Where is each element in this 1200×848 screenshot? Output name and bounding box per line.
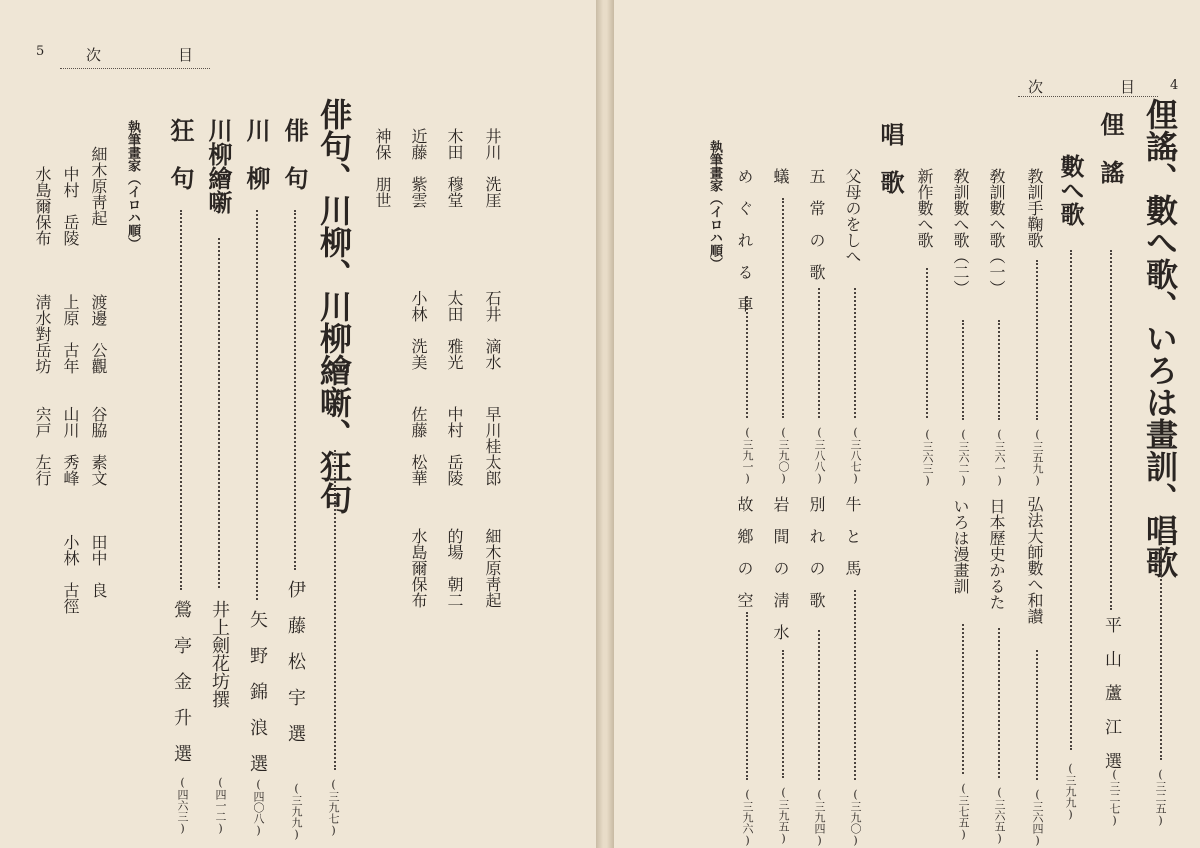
entry-title: 弘法大師數へ和讃	[1025, 496, 1044, 624]
selector: 伊 藤 松 宇 選	[285, 580, 306, 742]
leader-dots	[334, 450, 336, 770]
page-ref: (三九七)	[327, 778, 340, 837]
page-ref: (三九〇)	[849, 788, 862, 847]
page-ref: (三九九)	[1064, 762, 1077, 821]
leader-dots	[1070, 250, 1072, 750]
leader-dots	[1036, 260, 1038, 420]
selector: 矢 野 錦 浪 選	[247, 610, 268, 772]
page-ref: (四一二)	[214, 776, 227, 835]
entry-title: 五 常 の 歌	[807, 168, 826, 280]
selector: 鶯 亭 金 升 選	[171, 600, 192, 762]
page-ref: (四〇八)	[252, 778, 265, 837]
leader-dots	[180, 210, 182, 590]
contributor: 井川 洗厓	[483, 128, 502, 208]
page-ref: (三六二)	[957, 428, 970, 487]
leader-dots	[818, 288, 820, 418]
illustrator: 上原 古年	[61, 294, 80, 374]
leader-dots	[962, 320, 964, 420]
contributor: 早川桂太郎	[483, 406, 502, 486]
illustrator: 細木原靑起	[89, 146, 108, 226]
illustrator: 渡邊 公觀	[89, 294, 108, 374]
section-title: 俳句、川柳、川柳繪噺、狂句	[315, 98, 353, 514]
section-label: 數へ歌	[1056, 154, 1085, 226]
page-ref: (三九一)	[741, 426, 754, 485]
section-label: 俚 謠	[1096, 112, 1125, 184]
entry-title: 牛 と 馬	[843, 496, 862, 576]
header-rule	[1018, 96, 1158, 97]
contributor: 石井 滴水	[483, 290, 502, 370]
entry-title: 敎訓數へ歌（二）	[951, 168, 970, 296]
entry-title: め ぐ れ る 車	[735, 168, 754, 312]
section-label: 狂 句	[166, 118, 195, 190]
entry-title: 父母のをしへ	[843, 168, 862, 264]
page-ref: (三九九)	[290, 782, 303, 841]
running-head-char: 目	[178, 46, 195, 64]
entry-title: 敎訓數へ歌（一）	[987, 168, 1006, 296]
running-head-char: 次	[1028, 78, 1045, 96]
illustrator: 山川 秀峰	[61, 406, 80, 486]
leader-dots	[746, 612, 748, 780]
page-ref: (三六五)	[993, 786, 1006, 845]
illustrators-heading: 執筆畫家（イロハ順）	[125, 120, 140, 250]
illustrator: 宍戸 左行	[33, 406, 52, 486]
leader-dots	[998, 628, 1000, 778]
page-ref: (三九六)	[741, 788, 754, 847]
contributor: 近藤 紫雲	[409, 128, 428, 208]
page-ref: (三九〇)	[777, 426, 790, 485]
leader-dots	[218, 238, 220, 588]
contributor: 水島爾保布	[409, 528, 428, 608]
leader-dots	[1160, 540, 1162, 760]
leader-dots	[962, 624, 964, 774]
page-ref: (三二七)	[1108, 768, 1121, 827]
illustrator: 淸水對岳坊	[33, 294, 52, 374]
running-head-char: 次	[86, 46, 103, 64]
entry-title: いろは漫畫訓	[951, 498, 970, 594]
selector: 平 山 蘆 江 選	[1101, 616, 1121, 769]
leader-dots	[256, 210, 258, 600]
leader-dots	[746, 296, 748, 418]
section-title: 俚謠、數へ歌、いろは畫訓、唱歌	[1141, 98, 1179, 578]
selector: 井上劍花坊撰	[209, 600, 230, 708]
illustrator: 谷脇 素文	[89, 406, 108, 486]
leader-dots	[854, 288, 856, 418]
leader-dots	[854, 590, 856, 780]
illustrator: 小林 古徑	[61, 534, 80, 614]
entry-title: 別 れ の 歌	[807, 496, 826, 608]
entry-title: 日本歷史かるた	[987, 498, 1006, 610]
leader-dots	[1110, 250, 1112, 610]
contributor: 細木原靑起	[483, 528, 502, 608]
leader-dots	[1036, 650, 1038, 780]
page-ref: (三六三)	[921, 428, 934, 487]
contributor: 神保 朋世	[373, 128, 392, 208]
contributor: 太田 雅光	[445, 290, 464, 370]
page-ref: (三五九)	[1031, 428, 1044, 487]
leader-dots	[782, 198, 784, 418]
illustrator: 中村 岳陵	[61, 166, 80, 246]
page-ref: (四六三)	[176, 776, 189, 835]
page-ref: (三七五)	[957, 782, 970, 841]
page-number: 4	[1170, 78, 1179, 93]
entry-title: 新作數へ歌	[915, 168, 934, 248]
page-number: 5	[36, 44, 45, 59]
illustrator: 田中 良	[89, 534, 108, 598]
leader-dots	[998, 320, 1000, 420]
entry-title: 故 鄕 の 空	[735, 496, 754, 608]
left-page	[0, 0, 596, 848]
contributor: 中村 岳陵	[445, 406, 464, 486]
entry-title: 蟻	[771, 168, 790, 184]
page-ref: (三六四)	[1031, 788, 1044, 847]
running-head-char: 目	[1120, 78, 1137, 96]
page-ref: (三二五)	[1154, 768, 1167, 827]
leader-dots	[782, 650, 784, 778]
page-ref: (三六一)	[993, 428, 1006, 487]
leader-dots	[818, 630, 820, 780]
page-ref: (三九四)	[813, 788, 826, 847]
section-label: 川柳繪噺	[204, 118, 233, 214]
page-ref: (三八七)	[849, 426, 862, 485]
leader-dots	[926, 268, 928, 418]
section-label: 俳 句	[280, 118, 309, 190]
contributor: 的場 朝二	[445, 528, 464, 608]
entry-title: 教訓手鞠歌	[1025, 168, 1044, 248]
leader-dots	[294, 210, 296, 570]
book-gutter	[596, 0, 614, 848]
right-page	[614, 0, 1200, 848]
contributor: 小林 洗美	[409, 290, 428, 370]
entry-title: 岩 間 の 淸 水	[771, 496, 790, 640]
section-label: 川 柳	[242, 118, 271, 190]
header-rule	[60, 68, 210, 69]
section-label: 唱 歌	[876, 122, 905, 194]
page-ref: (三九五)	[777, 786, 790, 845]
illustrators-heading: 執筆畫家（イロハ順）	[707, 140, 722, 270]
contributor: 佐藤 松華	[409, 406, 428, 486]
contributor: 木田 穆堂	[445, 128, 464, 208]
page-ref: (三八八)	[813, 426, 826, 485]
illustrator: 水島爾保布	[33, 166, 52, 246]
